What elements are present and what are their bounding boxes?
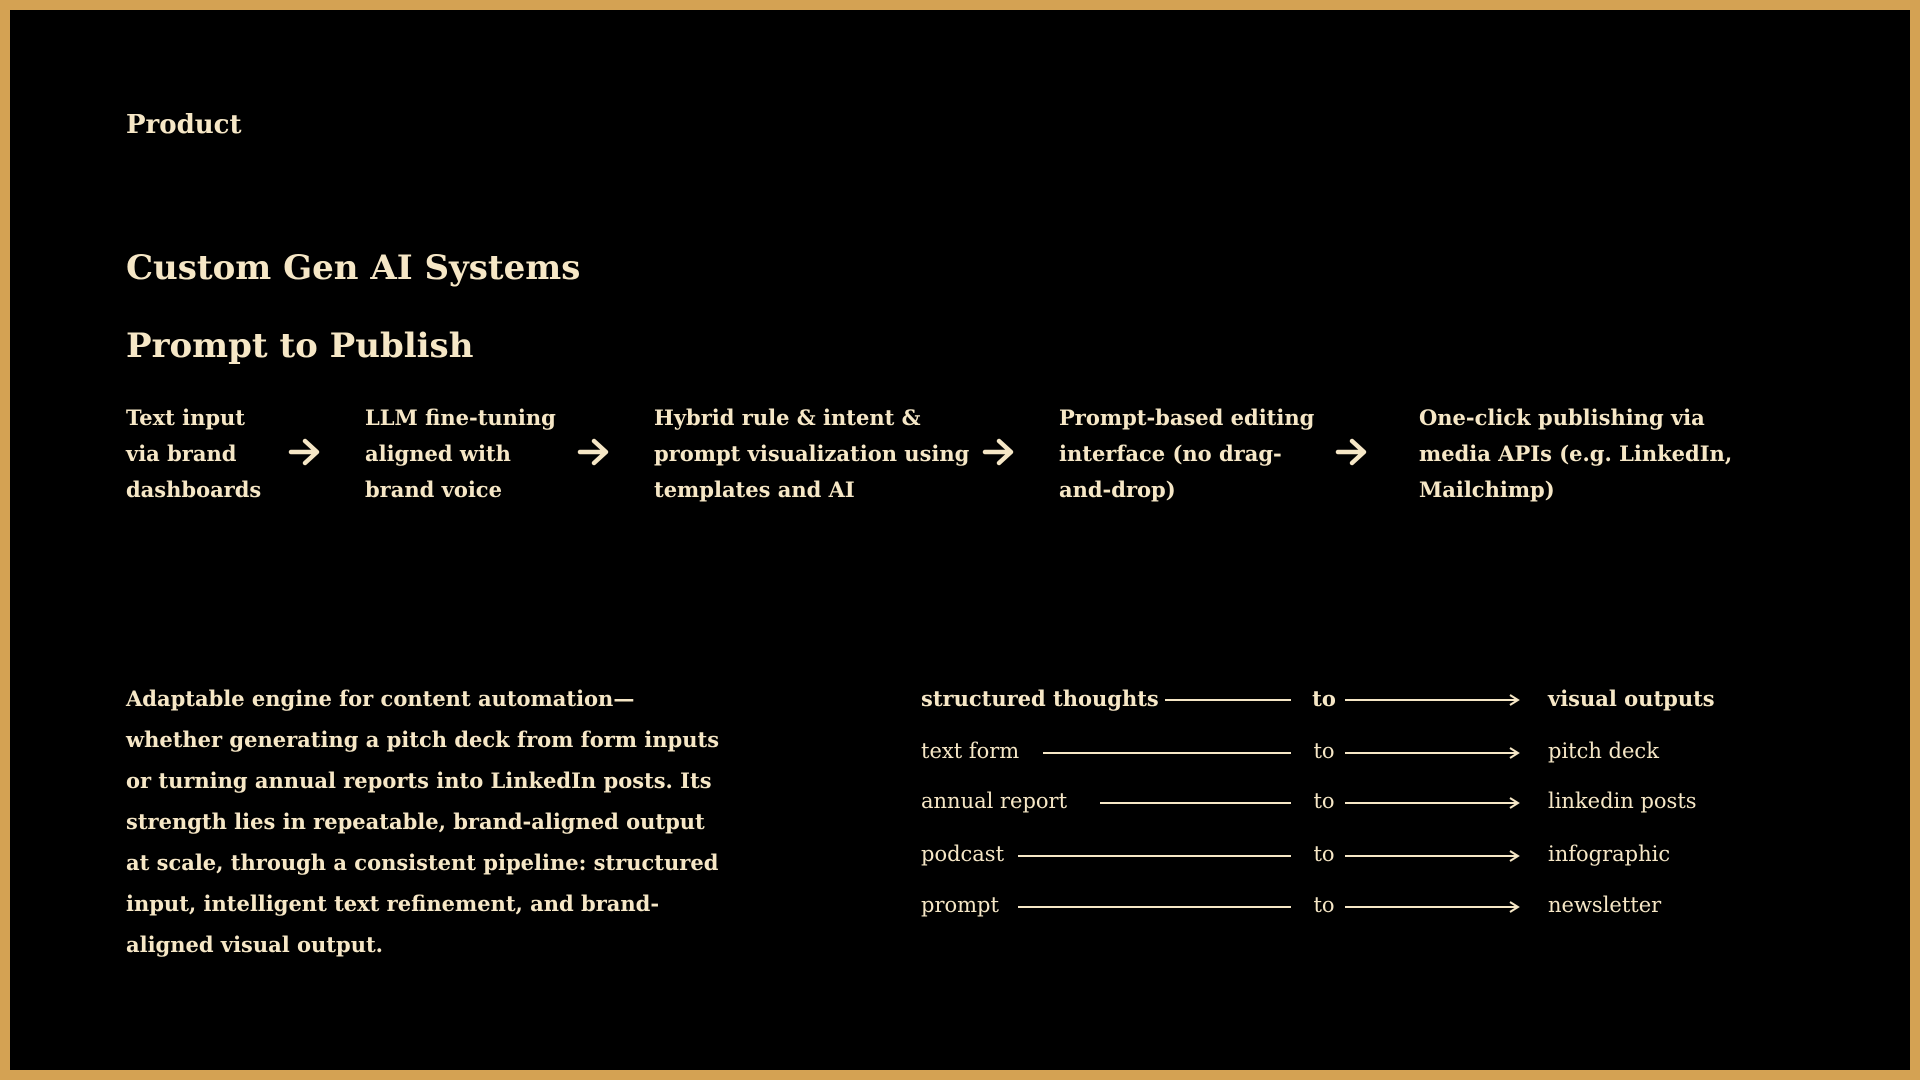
mapping-row-from: prompt: [921, 893, 999, 917]
pipeline-step-4: Prompt-based editing interface (no drag- and-drop): [1059, 405, 1315, 502]
arrow-right-icon: [1345, 694, 1521, 706]
arrow-right-icon: [1345, 901, 1521, 913]
pipeline-step-5: One-click publishing via media APIs (e.g. LinkedIn, Mailchimp): [1419, 405, 1733, 502]
mapping-row-result: pitch deck: [1548, 739, 1659, 763]
arrow-right-icon: [1345, 850, 1521, 862]
pipeline-step-3: Hybrid rule & intent & prompt visualization using templates and AI: [654, 405, 970, 502]
mapping-header-from: structured thoughts: [921, 686, 1159, 711]
arrow-right-icon: [577, 436, 611, 468]
mapping-connector-line: [1043, 752, 1291, 754]
arrow-right-icon: [288, 436, 322, 468]
mapping-connector-line: [1100, 802, 1291, 804]
mapping-row-result: infographic: [1548, 842, 1671, 866]
description-paragraph: Adaptable engine for content automation—whether generating a pitch deck from form inputs or turning annual reports into LinkedIn posts. Its strength lies in repeatable, brand-aligned output at scale, through a consistent pipeline: structured input, intelligent text refinement, and brand-aligned visual output.: [126, 686, 720, 957]
mapping-row-to: to: [1313, 842, 1335, 866]
mapping-row-from: text form: [921, 739, 1020, 763]
arrow-right-icon: [1345, 747, 1521, 759]
slide-subtitle: Prompt to Publish: [126, 326, 474, 366]
pipeline-step-1: Text input via brand dashboards: [126, 405, 262, 502]
pipeline-step-2: LLM fine-tuning aligned with brand voice: [365, 405, 556, 502]
mapping-row-to: to: [1313, 739, 1335, 763]
mapping-row-result: newsletter: [1548, 893, 1662, 917]
mapping-connector-line: [1165, 699, 1291, 701]
slide-title: Custom Gen AI Systems: [126, 248, 581, 288]
slide-frame: [10, 10, 1910, 1070]
mapping-connector-line: [1018, 855, 1291, 857]
mapping-connector-line: [1018, 906, 1291, 908]
mapping-row-from: annual report: [921, 789, 1068, 813]
arrow-right-icon: [1335, 436, 1369, 468]
arrow-right-icon: [982, 436, 1016, 468]
mapping-header-result: visual outputs: [1548, 686, 1715, 711]
mapping-row-to: to: [1313, 893, 1335, 917]
mapping-header-to: to: [1312, 686, 1336, 711]
section-kicker: Product: [126, 110, 242, 140]
arrow-right-icon: [1345, 797, 1521, 809]
mapping-row-from: podcast: [921, 842, 1005, 866]
mapping-row-to: to: [1313, 789, 1335, 813]
mapping-row-result: linkedin posts: [1548, 789, 1697, 813]
